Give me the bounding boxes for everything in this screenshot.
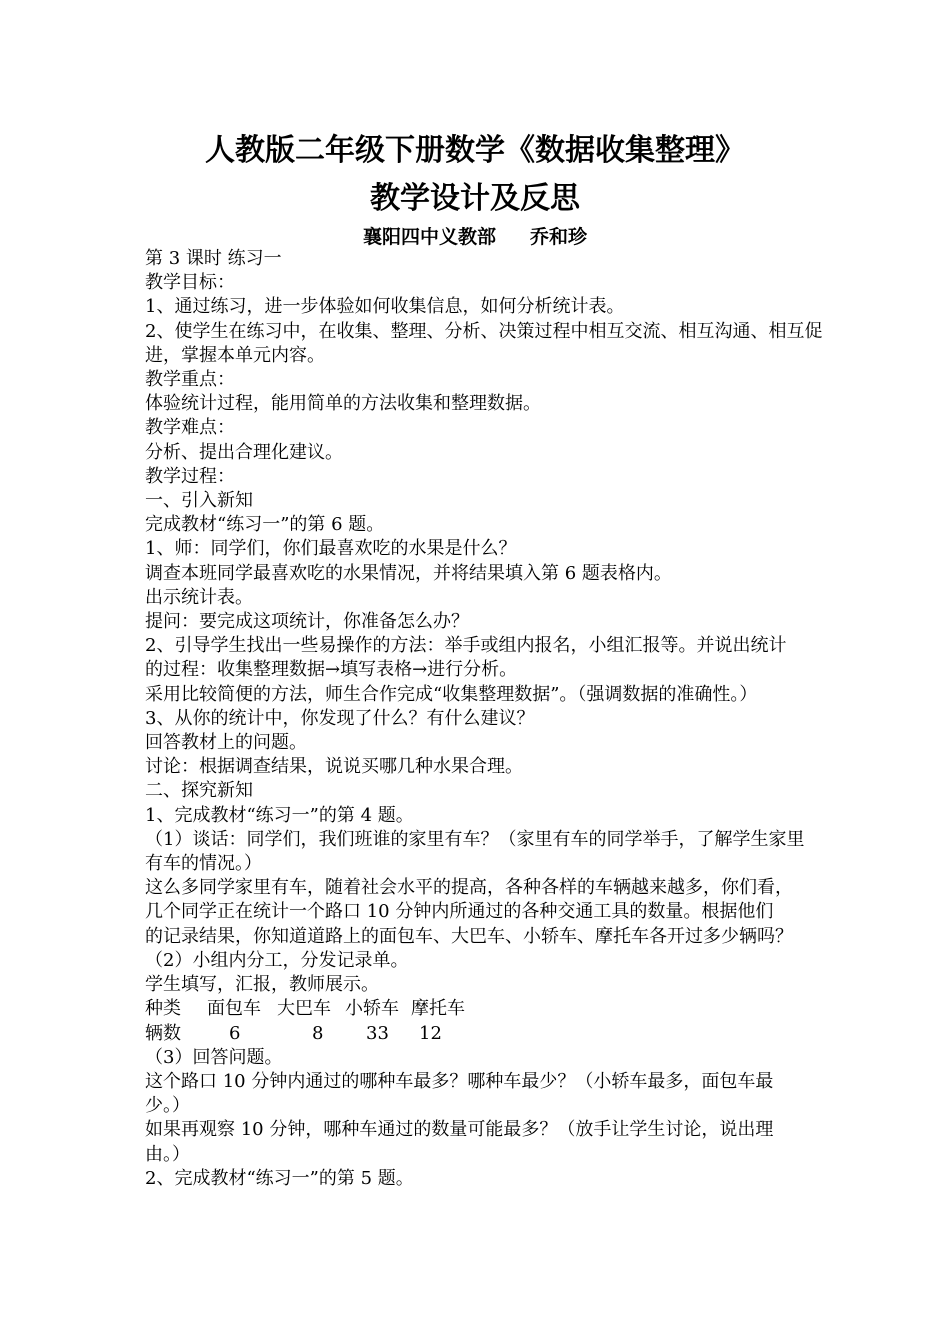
text-line: 调查本班同学最喜欢吃的水果情况，并将结果填入第 6 题表格内。 [145,562,672,584]
table-header-cell: 种类 [145,998,181,1020]
text-line: 学生填写，汇报，教师展示。 [145,974,379,996]
text-line: 2、引导学生找出一些易操作的方法：举手或组内报名，小组汇报等。并说出统计 [145,635,787,657]
table-header-cell: 大巴车 [277,998,331,1020]
section-heading: 教学难点： [145,417,235,439]
text-line: 这个路口 10 分钟内通过的哪种车最多？哪种车最少？（小轿车最多，面包车最 [145,1070,774,1092]
table-cell: 33 [366,1022,389,1044]
section-heading: 教学目标： [145,272,235,294]
text-line: 1、完成教材“练习一”的第 4 题。 [145,804,414,826]
text-line: 分析、提出合理化建议。 [145,441,343,463]
table-cell: 6 [229,1022,241,1044]
text-line: 讨论：根据调查结果，说说买哪几种水果合理。 [145,756,523,778]
table-cell: 8 [312,1022,324,1044]
vehicle-table-header [145,997,815,1021]
text-line: （1）谈话：同学们，我们班谁的家里有车？（家里有车的同学举手，了解学生家里 [145,828,805,850]
section-heading: 一、引入新知 [145,490,253,512]
text-line: 出示统计表。 [145,586,253,608]
author-name: 乔和珍 [530,226,588,248]
text-line: 的过程：收集整理数据→填写表格→进行分析。 [145,659,518,681]
table-cell: 12 [419,1022,442,1044]
document-body [145,247,823,1191]
text-line: 少。） [145,1095,190,1117]
text-line: 2、使学生在练习中，在收集、整理、分析、决策过程中相互交流、相互沟通、相互促 [145,320,823,342]
text-line: （2）小组内分工，分发记录单。 [145,949,409,971]
section-heading: 二、探究新知 [145,780,253,802]
text-line: 完成教材“练习一”的第 6 题。 [145,514,385,536]
table-header-cell: 面包车 [207,998,261,1020]
text-line: 几个同学正在统计一个路口 10 分钟内所通过的各种交通工具的数量。根据他们 [145,901,774,923]
text-line: （3）回答问题。 [145,1046,283,1068]
table-cell: 辆数 [145,1022,181,1044]
text-line: 2、完成教材“练习一”的第 5 题。 [145,1167,414,1189]
text-line: 1、师：同学们，你们最喜欢吃的水果是什么？ [145,538,517,560]
text-line: 回答教材上的问题。 [145,732,307,754]
section-heading: 教学过程： [145,465,235,487]
text-line: 3、从你的统计中，你发现了什么？有什么建议？ [145,707,535,729]
document-title: 人教版二年级下册数学《数据收集整理》 [205,133,745,168]
text-line: 第 3 课时 练习一 [145,248,282,269]
text-line: 的记录结果，你知道道路上的面包车、大巴车、小轿车、摩托车各开过多少辆吗？ [145,925,793,947]
text-line: 采用比较简便的方法，师生合作完成“收集整理数据”。（强调数据的准确性。） [145,683,758,705]
text-line: 1、通过练习，进一步体验如何收集信息，如何分析统计表。 [145,296,625,318]
author-school: 襄阳四中义教部 [362,226,496,248]
text-line: 由。） [145,1143,190,1165]
document-subtitle: 教学设计及反思 [370,181,580,216]
text-line: 有车的情况。） [145,853,262,875]
vehicle-table-values [145,1022,815,1046]
table-header-cell: 小轿车 [345,998,399,1020]
table-header-cell: 摩托车 [411,998,465,1020]
text-line: 体验统计过程，能用简单的方法收集和整理数据。 [145,393,541,415]
text-line: 提问：要完成这项统计，你准备怎么办？ [145,611,469,633]
text-line: 这么多同学家里有车，随着社会水平的提高，各种各样的车辆越来越多，你们看， [145,877,793,899]
section-heading: 教学重点： [145,369,235,391]
text-line: 进，掌握本单元内容。 [145,344,325,366]
text-line: 如果再观察 10 分钟，哪种车通过的数量可能最多？（放手让学生讨论，说出理 [145,1119,774,1141]
